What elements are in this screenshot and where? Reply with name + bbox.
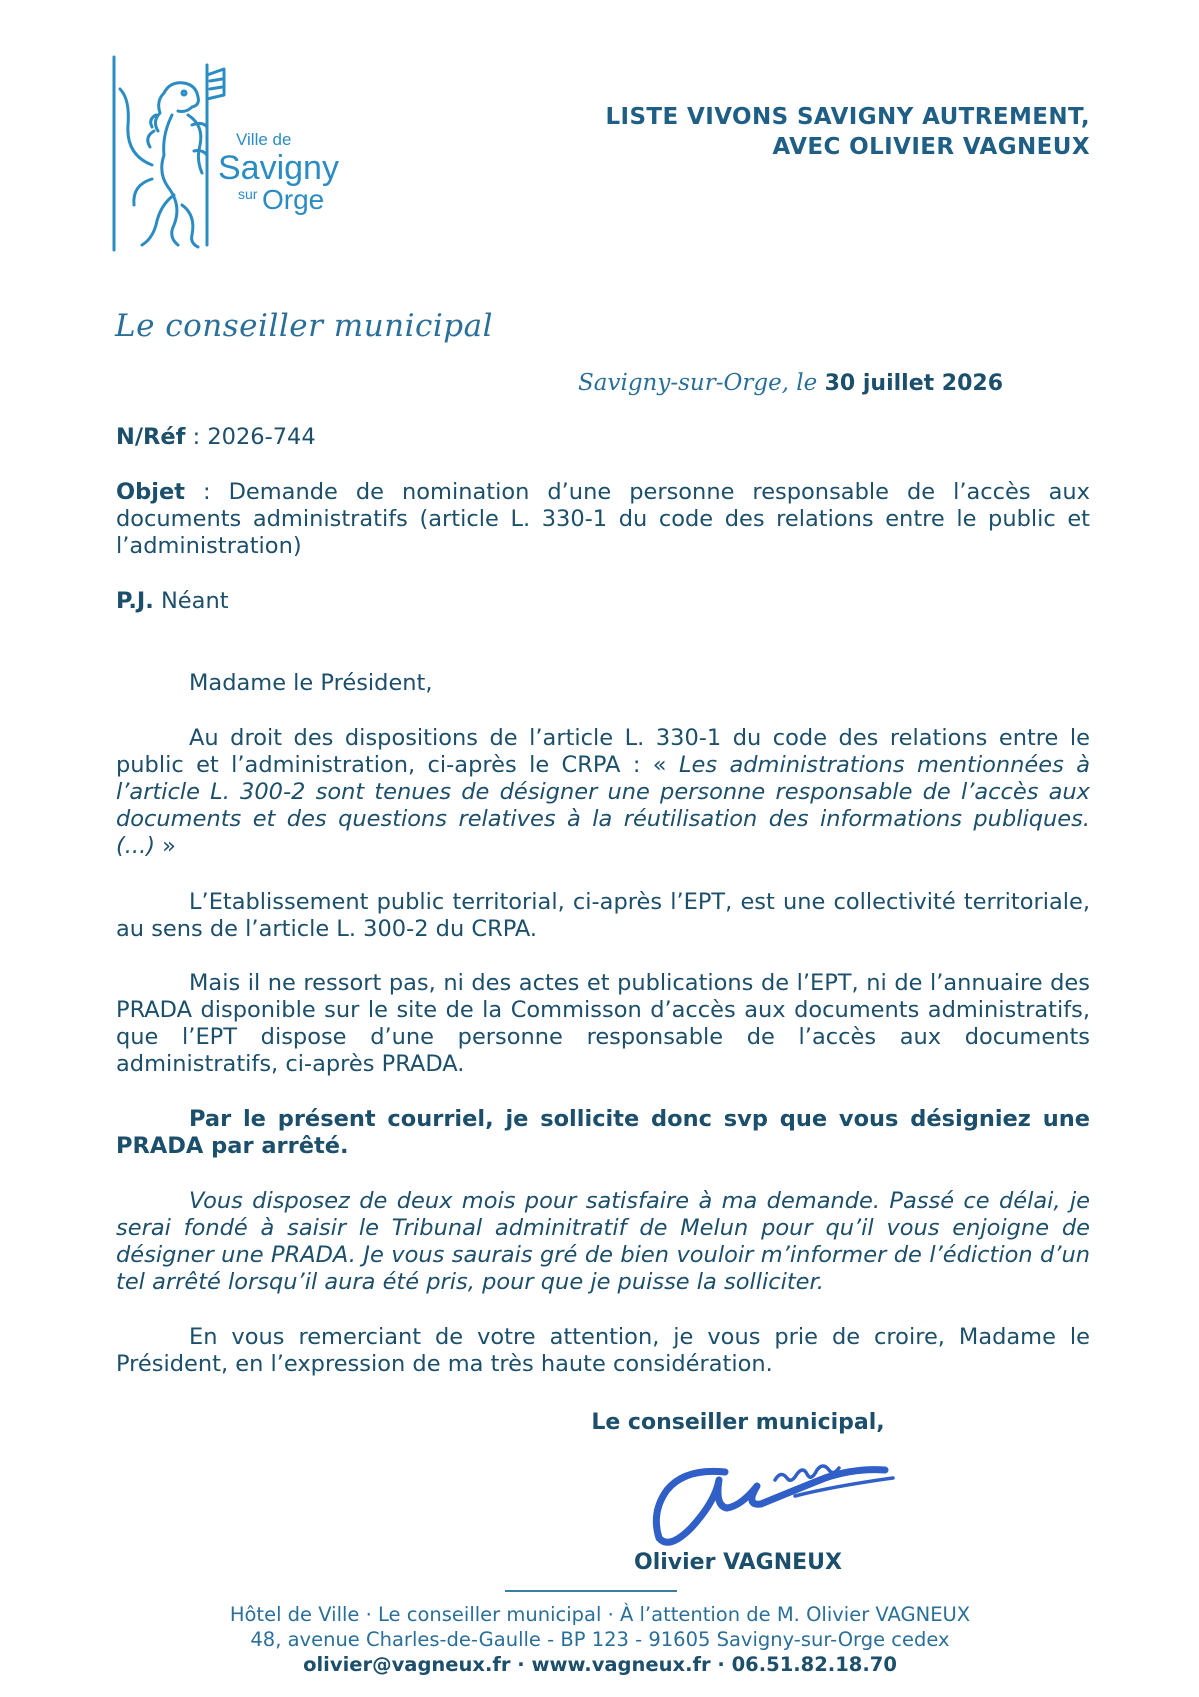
header-line-2: AVEC OLIVIER VAGNEUX [772,134,1090,160]
logo-sur: sur [238,186,258,202]
logo-ville-de: Ville de [236,130,292,149]
p1-start: Au droit des dispositions de l’article L. 330-1 du code des relations entre le public et l’administration, ci-après le CRPA : « [116,725,1090,778]
pj-value: Néant [153,588,229,614]
city-logo [112,55,352,275]
salutation: Madame le Président, [189,670,433,696]
pj-label: P.J. [116,588,154,614]
signature-name: Olivier VAGNEUX [634,1550,842,1575]
sender-title: Le conseiller municipal [115,308,494,344]
paragraph-4-request: Par le présent courriel, je sollicite donc svp que vous désigniez une PRADA par arrêté. [116,1106,1090,1159]
footer-divider [505,1590,677,1592]
paragraph-5: Vous disposez de deux mois pour satisfaire à ma demande. Passé ce délai, je serai fondé à saisir le Tribunal adminitratif de Melun pour qu’il vous enjoigne de désigner une PRADA. Je vous saurais gré de bien vouloir m’informer de l’édiction d’un tel arrêté lorsqu’il aura été pris, pour que je puisse la solliciter. [116,1188,1090,1295]
ref-label: N/Réf [116,424,186,450]
signature-icon [645,1450,930,1555]
objet-value: : Demande de nomination d’une personne responsable de l’accès aux documents administratifs (article L. 330-1 du code des relations entre le public et l’administration) [116,479,1090,559]
p1-quote: Les administrations mentionnées à l’article L. 300-2 sont tenues de désigner une personne responsable de l’accès aux documents et des questions relatives à la réutilisation des informations publiques. (...) [116,752,1090,859]
reference [116,424,1090,451]
objet-label: Objet [116,479,185,505]
date-place: Savigny-sur-Orge, le [578,370,818,396]
paragraph-3: Mais il ne ressort pas, ni des actes et publications de l’EPT, ni de l’annuaire des PRADA disponible sur le site de la Commisson d’accès aux documents administratifs, que l’EPT dispose d’une personne responsable de l’accès aux documents administratifs, ci-après PRADA. [116,970,1090,1077]
attachments [116,588,1090,615]
logo-savigny: Savigny [218,149,339,187]
paragraph-6-closing: En vous remerciant de votre attention, je vous prie de croire, Madame le Président, en l’expression de ma très haute considération. [116,1324,1090,1377]
paragraph-1 [116,725,1090,860]
handwritten-signature [645,1450,930,1555]
lion-banner-icon [112,55,352,275]
header-line-1: LISTE VIVONS SAVIGNY AUTREMENT, [605,104,1090,130]
signature-title: Le conseiller municipal, [591,1410,885,1435]
paragraph-2: L’Etablissement public territorial, ci-après l’EPT, est une collectivité territoriale, au sens de l’article L. 300-2 du CRPA. [116,889,1090,942]
ref-value: : 2026-744 [185,424,316,450]
footer-contact[interactable]: olivier@vagneux.fr · www.vagneux.fr · 06.51.82.18.70 [303,1653,897,1676]
footer-line-2: 48, avenue Charles-de-Gaulle - BP 123 - 91605 Savigny-sur-Orge cedex [250,1628,950,1651]
logo-orge: Orge [262,184,325,215]
date-value: 30 juillet 2026 [824,371,1004,396]
footer-line-1: Hôtel de Ville · Le conseiller municipal · À l’attention de M. Olivier VAGNEUX [229,1603,971,1626]
date-line [578,370,1003,396]
p1-end: » [155,833,176,859]
subject [116,479,1090,560]
list-header [520,102,1090,162]
